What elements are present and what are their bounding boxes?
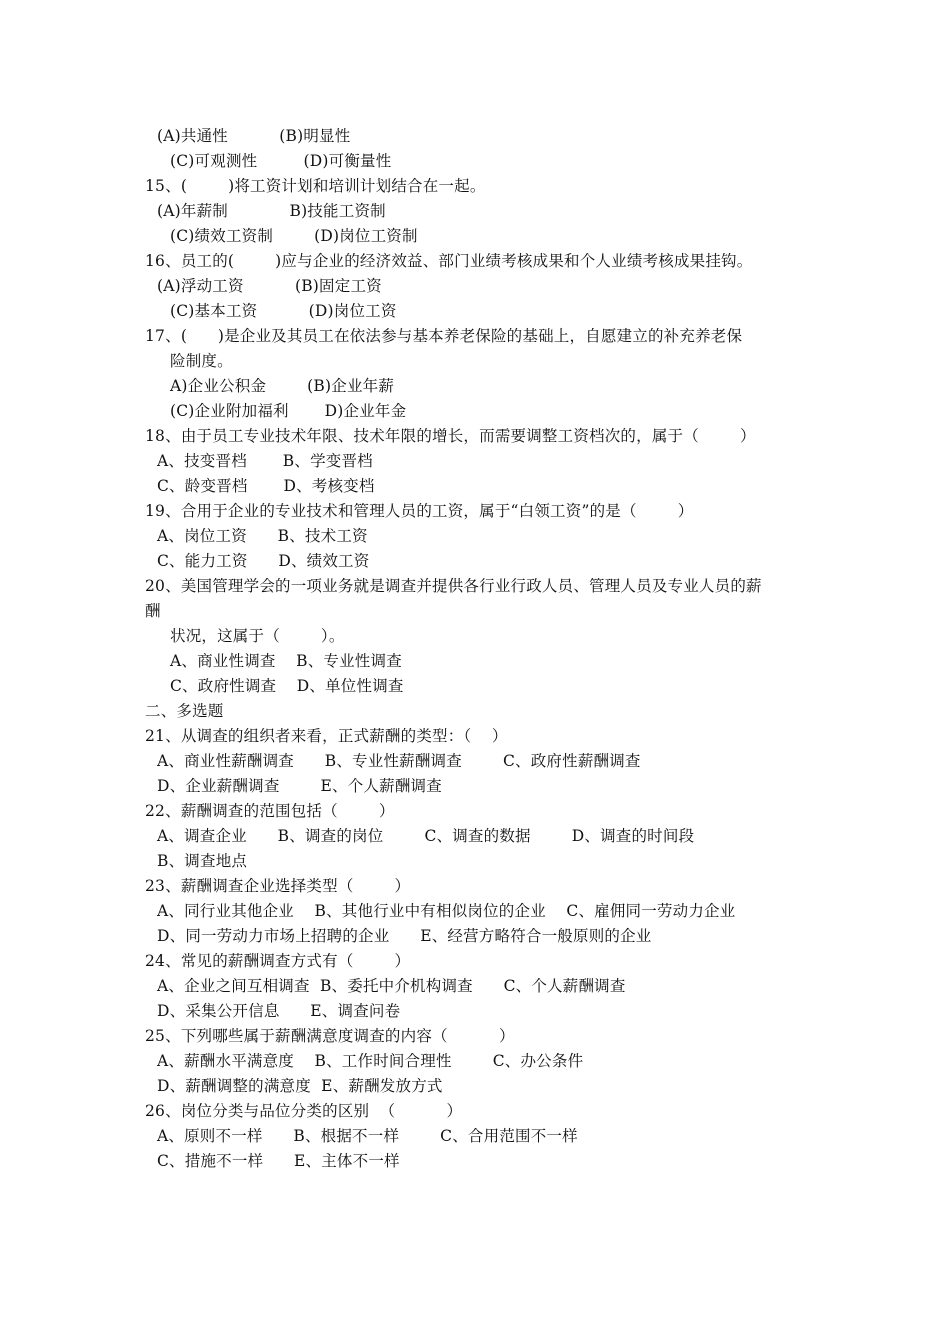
option-line: A、同行业其他企业 B、其他行业中有相似岗位的企业 C、雇佣同一劳动力企业 <box>157 902 736 920</box>
question-line: 22、薪酬调查的范围包括（ ） <box>145 802 395 820</box>
option-line: A、原则不一样 B、根据不一样 C、合用范围不一样 <box>157 1127 578 1145</box>
option-line: B、调查地点 <box>157 852 248 870</box>
option-line: (A)共通性 (B)明显性 <box>157 127 351 145</box>
question-line: 16、员工的( )应与企业的经济效益、部门业绩考核成果和个人业绩考核成果挂钩。 <box>145 252 753 270</box>
question-line: 23、薪酬调查企业选择类型（ ） <box>145 877 411 895</box>
question-continuation: 险制度。 <box>170 352 233 370</box>
option-line: A、调查企业 B、调查的岗位 C、调查的数据 D、调查的时间段 <box>157 827 695 845</box>
option-line: (A)浮动工资 (B)固定工资 <box>157 277 382 295</box>
option-line: (C)基本工资 (D)岗位工资 <box>170 302 397 320</box>
option-line: D、企业薪酬调查 E、个人薪酬调查 <box>157 777 442 795</box>
option-line: A、薪酬水平满意度 B、工作时间合理性 C、办公条件 <box>157 1052 584 1070</box>
question-continuation: 状况，这属于（ ）。 <box>170 627 345 645</box>
question-line: 25、下列哪些属于薪酬满意度调查的内容（ ） <box>145 1027 515 1045</box>
question-line: 18、由于员工专业技术年限、技术年限的增长，而需要调整工资档次的，属于（ ） <box>145 427 756 445</box>
option-line: A)企业公积金 (B)企业年薪 <box>170 377 395 395</box>
option-line: A、商业性调查 B、专业性调查 <box>170 652 402 670</box>
option-line: C、措施不一样 E、主体不一样 <box>157 1152 400 1170</box>
question-line: 15、( )将工资计划和培训计划结合在一起。 <box>145 177 486 195</box>
option-line: D、薪酬调整的满意度 E、薪酬发放方式 <box>157 1077 443 1095</box>
option-line: (A)年薪制 B)技能工资制 <box>157 202 386 220</box>
question-line: 20、美国管理学会的一项业务就是调查并提供各行业行政人员、管理人员及专业人员的薪 <box>145 577 762 595</box>
option-line: (C)可观测性 (D)可衡量性 <box>170 152 392 170</box>
question-line: 19、合用于企业的专业技术和管理人员的工资，属于“白领工资”的是（ ） <box>145 502 694 520</box>
option-line: A、商业性薪酬调查 B、专业性薪酬调查 C、政府性薪酬调查 <box>157 752 641 770</box>
question-line: 26、岗位分类与品位分类的区别 （ ） <box>145 1102 463 1120</box>
question-line: 21、从调查的组织者来看，正式薪酬的类型：（ ） <box>145 727 508 745</box>
question-line: 24、常见的薪酬调查方式有（ ） <box>145 952 411 970</box>
option-line: C、龄变晋档 D、考核变档 <box>157 477 375 495</box>
option-line: D、同一劳动力市场上招聘的企业 E、经营方略符合一般原则的企业 <box>157 927 652 945</box>
option-line: (C)绩效工资制 (D)岗位工资制 <box>170 227 418 245</box>
option-line: A、技变晋档 B、学变晋档 <box>157 452 373 470</box>
option-line: D、采集公开信息 E、调查问卷 <box>157 1002 401 1020</box>
option-line: C、政府性调查 D、单位性调查 <box>170 677 404 695</box>
option-line: C、能力工资 D、绩效工资 <box>157 552 370 570</box>
question-line: 17、( )是企业及其员工在依法参与基本养老保险的基础上，自愿建立的补充养老保 <box>145 327 743 345</box>
option-line: A、企业之间互相调查 B、委托中介机构调查 C、个人薪酬调查 <box>157 977 626 995</box>
option-line: A、岗位工资 B、技术工资 <box>157 527 368 545</box>
question-continuation: 酬 <box>145 602 161 620</box>
option-line: (C)企业附加福利 D)企业年金 <box>170 402 407 420</box>
section-heading: 二、多选题 <box>145 702 224 720</box>
